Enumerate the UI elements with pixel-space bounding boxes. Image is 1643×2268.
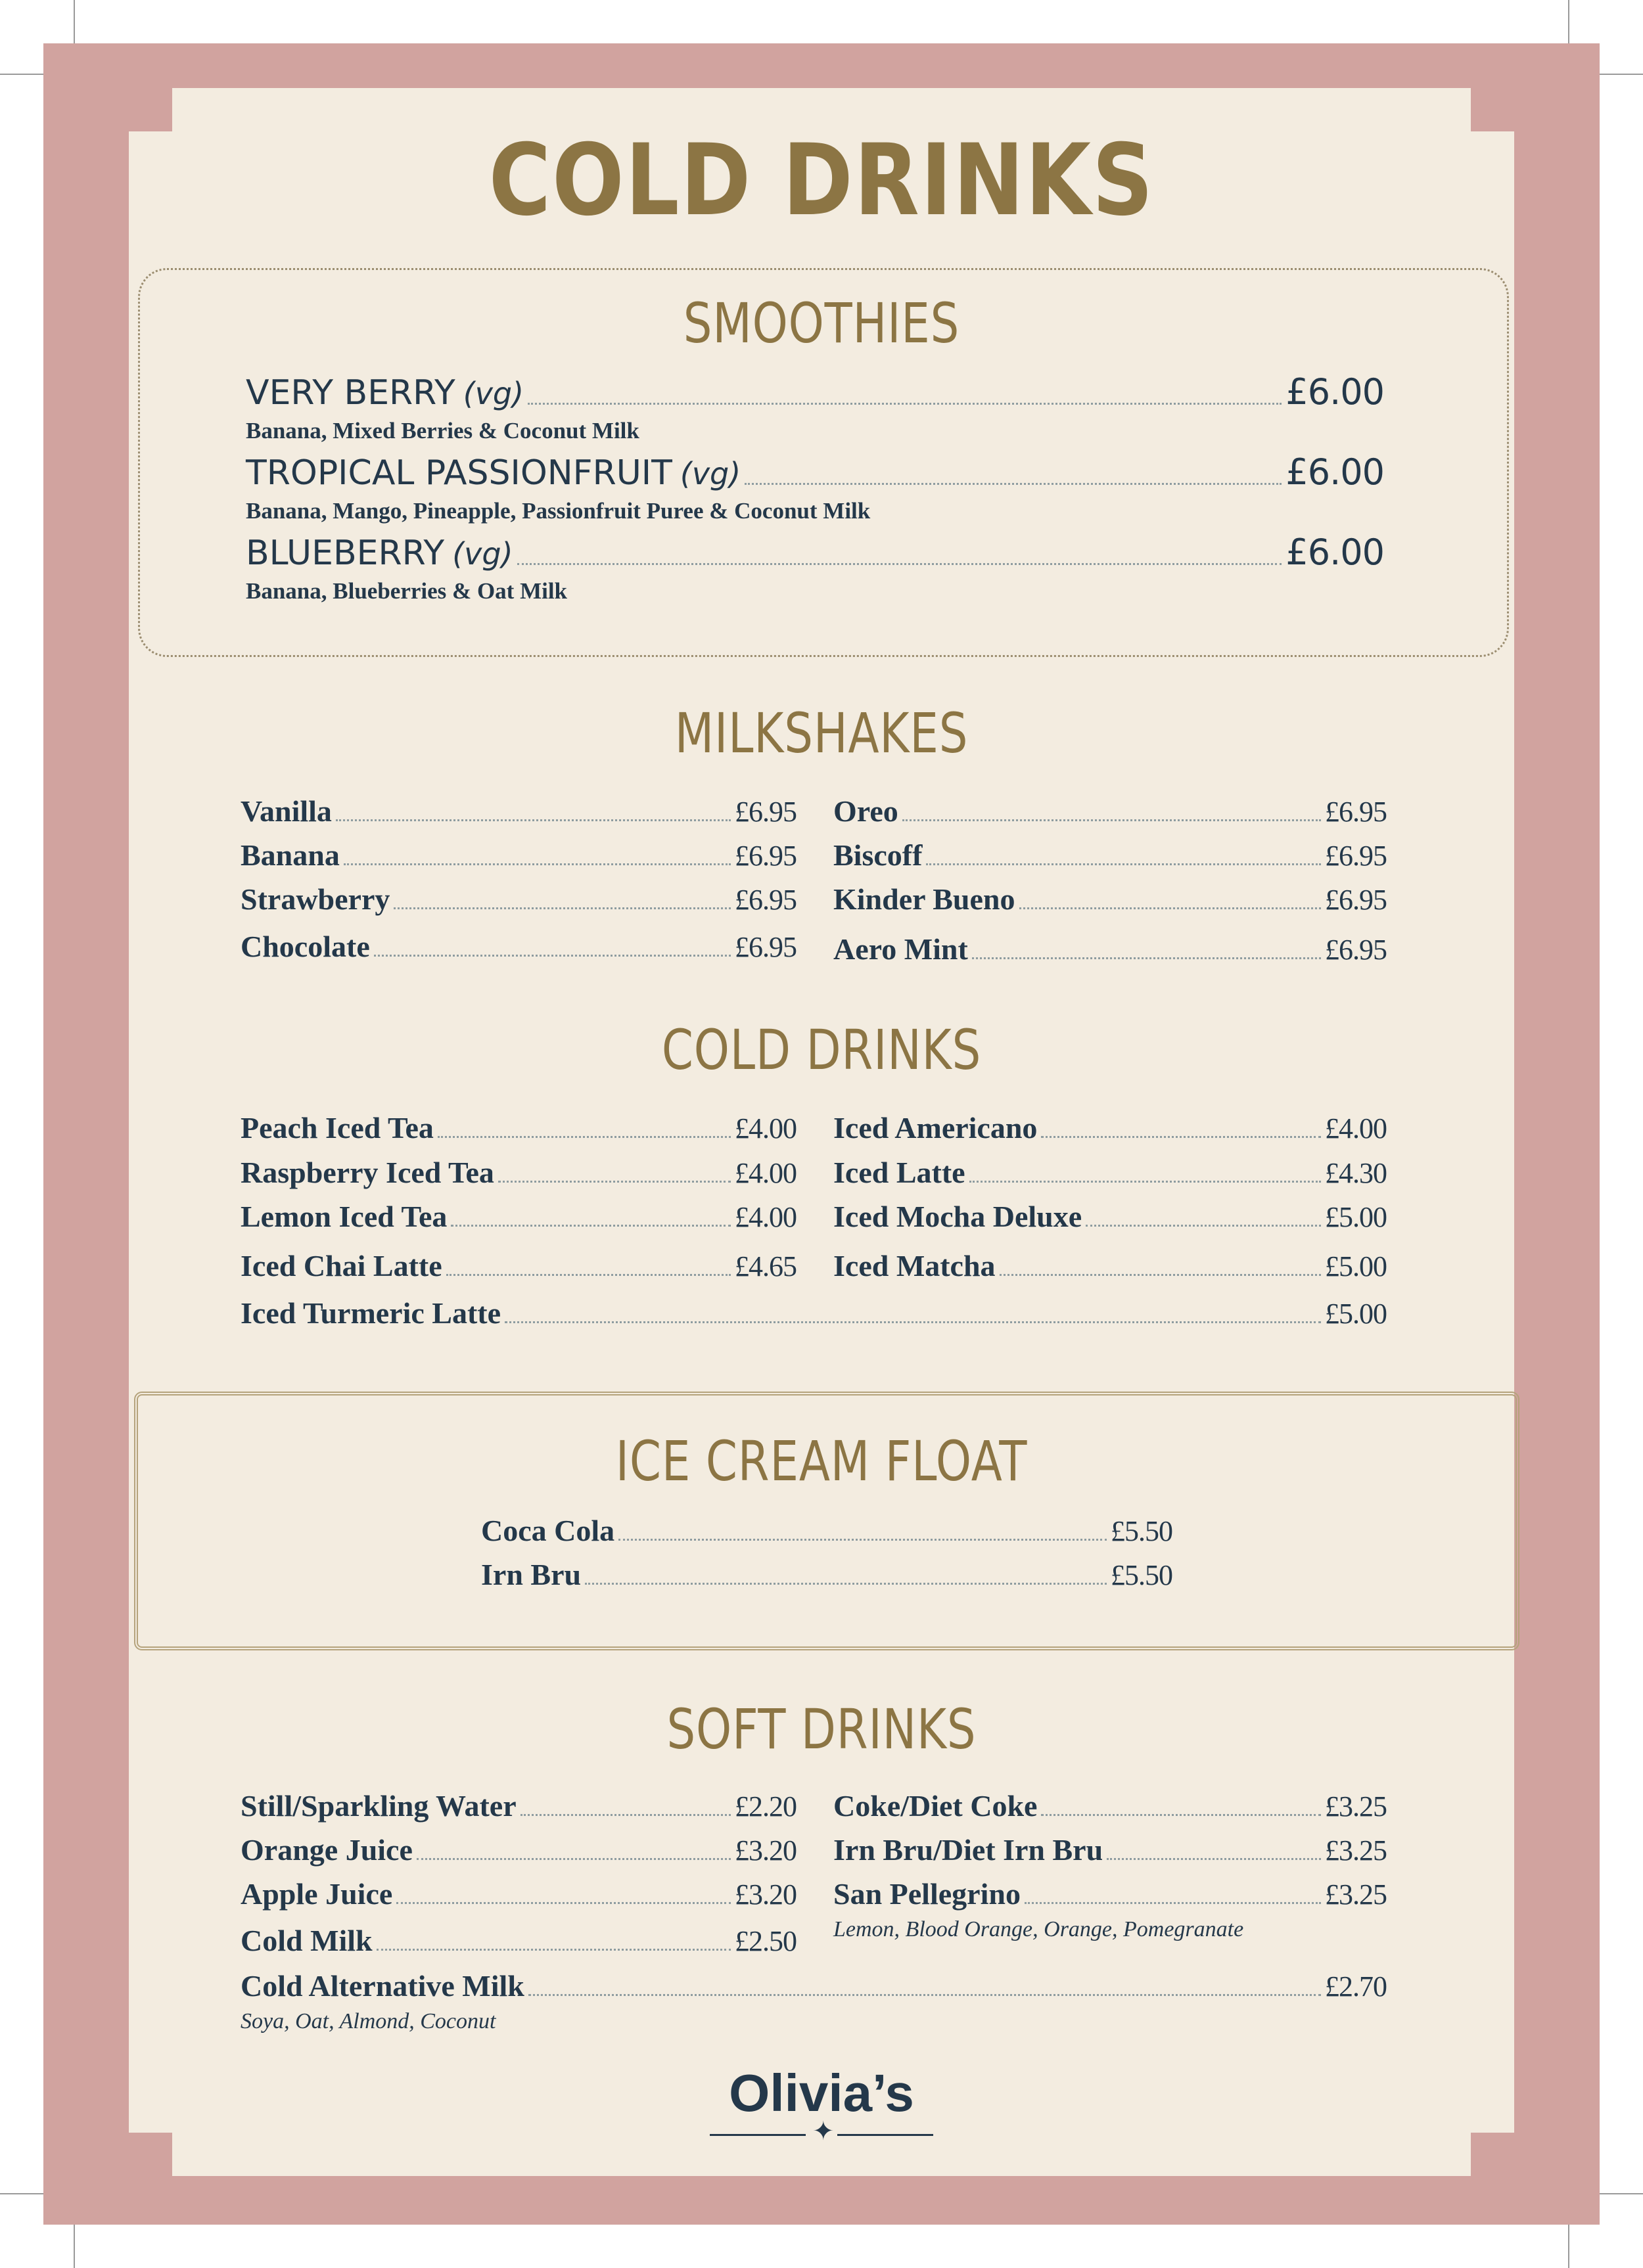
leader-dots — [438, 1136, 731, 1138]
item-name: Cold Milk — [241, 1924, 373, 1957]
menu-item — [241, 1113, 797, 1143]
crop-mark — [74, 0, 75, 43]
item-name: Iced Chai Latte — [241, 1249, 442, 1282]
menu-item — [481, 1560, 1172, 1590]
leader-dots — [528, 403, 1282, 405]
item-price: £4.00 — [735, 1157, 797, 1189]
item-name: Coke/Diet Coke — [833, 1789, 1038, 1823]
item-price: £4.00 — [1325, 1112, 1387, 1145]
item-name: Iced Turmeric Latte — [241, 1296, 501, 1330]
item-name: TROPICAL PASSIONFRUIT (vg) — [246, 453, 741, 493]
leader-dots — [1041, 1814, 1321, 1816]
item-price: £6.95 — [1325, 934, 1387, 966]
panel-corner-notch — [1471, 2133, 1514, 2176]
item-name: Orange Juice — [241, 1833, 413, 1867]
item-price: £3.20 — [735, 1878, 797, 1911]
item-price: £2.70 — [1325, 1970, 1387, 2003]
item-price: £3.25 — [1325, 1878, 1387, 1911]
leader-dots — [374, 955, 731, 957]
crop-mark — [1568, 0, 1569, 43]
crop-mark — [0, 74, 43, 75]
item-price: £6.00 — [1285, 371, 1384, 413]
item-name: VERY BERRY (vg) — [246, 373, 524, 413]
soft-drinks-title: SOFT DRINKS — [666, 1697, 977, 1761]
item-name: Iced Matcha — [833, 1249, 996, 1282]
menu-item — [241, 1835, 797, 1865]
crop-mark — [74, 2225, 75, 2268]
leader-dots — [417, 1858, 731, 1860]
item-name: Irn Bru/Diet Irn Bru — [833, 1833, 1103, 1867]
menu-item — [481, 1516, 1172, 1546]
menu-item — [241, 1158, 797, 1188]
item-price: £4.00 — [735, 1112, 797, 1145]
vegan-tag: (vg) — [452, 536, 513, 572]
item-price: £5.00 — [1325, 1201, 1387, 1233]
item-name: Kinder Bueno — [833, 882, 1015, 916]
item-name: BLUEBERRY (vg) — [246, 533, 513, 573]
brand-divider — [710, 2134, 806, 2136]
menu-item — [833, 840, 1387, 871]
leader-dots — [505, 1321, 1321, 1323]
menu-item — [241, 1251, 797, 1281]
leader-dots — [521, 1814, 731, 1816]
crop-mark — [1600, 74, 1643, 75]
item-description: Soya, Oat, Almond, Coconut — [241, 2009, 496, 2033]
crop-mark — [1600, 2193, 1643, 2194]
item-price: £6.95 — [735, 884, 797, 916]
leader-dots — [336, 819, 731, 821]
menu-item — [246, 371, 1384, 413]
menu-item — [241, 1791, 797, 1821]
leader-dots — [1086, 1225, 1321, 1227]
leader-dots — [517, 563, 1282, 565]
leader-dots — [926, 863, 1321, 865]
star-icon: ✦ — [812, 2116, 835, 2146]
item-description: Lemon, Blood Orange, Orange, Pomegranate — [833, 1917, 1244, 1941]
cold-drinks-title: COLD DRINKS — [661, 1018, 982, 1082]
item-price: £3.25 — [1325, 1834, 1387, 1867]
menu-item — [833, 1202, 1387, 1232]
leader-dots — [396, 1902, 731, 1904]
menu-item — [241, 1971, 1387, 2001]
item-name: Iced Americano — [833, 1111, 1038, 1145]
menu-item — [246, 532, 1384, 573]
item-price: £5.50 — [1111, 1559, 1172, 1591]
menu-item — [833, 934, 1387, 964]
item-name: Aero Mint — [833, 932, 968, 966]
crop-mark — [1568, 2225, 1569, 2268]
item-name: Strawberry — [241, 882, 390, 916]
leader-dots — [498, 1181, 731, 1183]
item-name: Raspberry Iced Tea — [241, 1156, 494, 1189]
smoothies-title: SMOOTHIES — [683, 291, 960, 355]
panel-corner-notch — [129, 88, 172, 131]
leader-dots — [451, 1225, 731, 1227]
vegan-tag: (vg) — [680, 456, 741, 491]
leader-dots — [1025, 1902, 1321, 1904]
item-name: Oreo — [833, 794, 898, 828]
crop-mark — [0, 2193, 43, 2194]
item-description: Banana, Mango, Pineapple, Passionfruit Puree & Coconut Milk — [246, 498, 871, 524]
item-price: £6.95 — [1325, 884, 1387, 916]
leader-dots — [344, 863, 731, 865]
menu-item — [833, 1251, 1387, 1281]
leader-dots — [972, 957, 1321, 959]
item-name: Still/Sparkling Water — [241, 1789, 517, 1823]
brand-logo: Olivia’s — [729, 2064, 914, 2122]
item-price: £6.95 — [1325, 796, 1387, 828]
leader-dots — [745, 483, 1282, 485]
menu-item — [833, 884, 1387, 915]
item-price: £5.00 — [1325, 1298, 1387, 1330]
menu-item — [241, 840, 797, 871]
item-description: Banana, Blueberries & Oat Milk — [246, 578, 568, 604]
item-name: Lemon Iced Tea — [241, 1200, 448, 1233]
leader-dots — [902, 819, 1321, 821]
item-name: Banana — [241, 838, 340, 872]
item-name: Irn Bru — [481, 1558, 582, 1591]
leader-dots — [969, 1181, 1321, 1183]
ice-cream-float-title: ICE CREAM FLOAT — [615, 1429, 1028, 1493]
leader-dots — [618, 1539, 1107, 1541]
menu-item — [241, 884, 797, 915]
page-title: COLD DRINKS — [488, 124, 1155, 238]
item-name: Chocolate — [241, 930, 370, 963]
menu-item — [833, 796, 1387, 827]
item-price: £6.95 — [735, 796, 797, 828]
item-price: £6.95 — [1325, 840, 1387, 872]
item-description: Banana, Mixed Berries & Coconut Milk — [246, 418, 639, 443]
item-name: San Pellegrino — [833, 1877, 1021, 1911]
leader-dots — [585, 1583, 1107, 1585]
leader-dots — [1000, 1274, 1321, 1276]
menu-item — [246, 451, 1384, 493]
item-price: £4.65 — [735, 1250, 797, 1282]
item-price: £6.95 — [735, 840, 797, 872]
item-price: £3.25 — [1325, 1790, 1387, 1823]
menu-item — [241, 1879, 797, 1909]
item-price: £6.00 — [1285, 451, 1384, 493]
menu-item — [241, 796, 797, 827]
item-price: £2.20 — [735, 1790, 797, 1823]
menu-item — [241, 932, 797, 962]
menu-item — [833, 1835, 1387, 1865]
item-name: Iced Mocha Deluxe — [833, 1200, 1082, 1233]
brand-divider — [837, 2134, 933, 2136]
leader-dots — [394, 907, 731, 909]
item-price: £4.00 — [735, 1201, 797, 1233]
item-price: £5.00 — [1325, 1250, 1387, 1282]
item-price: £6.95 — [735, 931, 797, 963]
item-price: £3.20 — [735, 1834, 797, 1867]
item-name: Coca Cola — [481, 1514, 615, 1547]
menu-item — [833, 1158, 1387, 1188]
menu-item — [833, 1113, 1387, 1143]
item-price: £6.00 — [1285, 532, 1384, 573]
item-name: Cold Alternative Milk — [241, 1969, 524, 2003]
item-price: £4.30 — [1325, 1157, 1387, 1189]
menu-item — [833, 1791, 1387, 1821]
item-name: Biscoff — [833, 838, 923, 872]
menu-item — [241, 1202, 797, 1232]
leader-dots — [1041, 1136, 1321, 1138]
menu-item — [241, 1298, 1387, 1328]
leader-dots — [1019, 907, 1322, 909]
leader-dots — [528, 1994, 1321, 1996]
leader-dots — [1107, 1858, 1321, 1860]
menu-item — [241, 1926, 797, 1956]
leader-dots — [446, 1274, 731, 1276]
item-name: Peach Iced Tea — [241, 1111, 434, 1145]
item-name: Vanilla — [241, 794, 332, 828]
vegan-tag: (vg) — [463, 376, 524, 411]
item-name: Iced Latte — [833, 1156, 965, 1189]
panel-corner-notch — [129, 2133, 172, 2176]
milkshakes-title: MILKSHAKES — [674, 701, 969, 765]
item-price: £5.50 — [1111, 1515, 1172, 1547]
leader-dots — [377, 1949, 731, 1951]
item-name: Apple Juice — [241, 1877, 393, 1911]
panel-corner-notch — [1471, 88, 1514, 131]
menu-item — [833, 1879, 1387, 1909]
item-price: £2.50 — [735, 1925, 797, 1957]
